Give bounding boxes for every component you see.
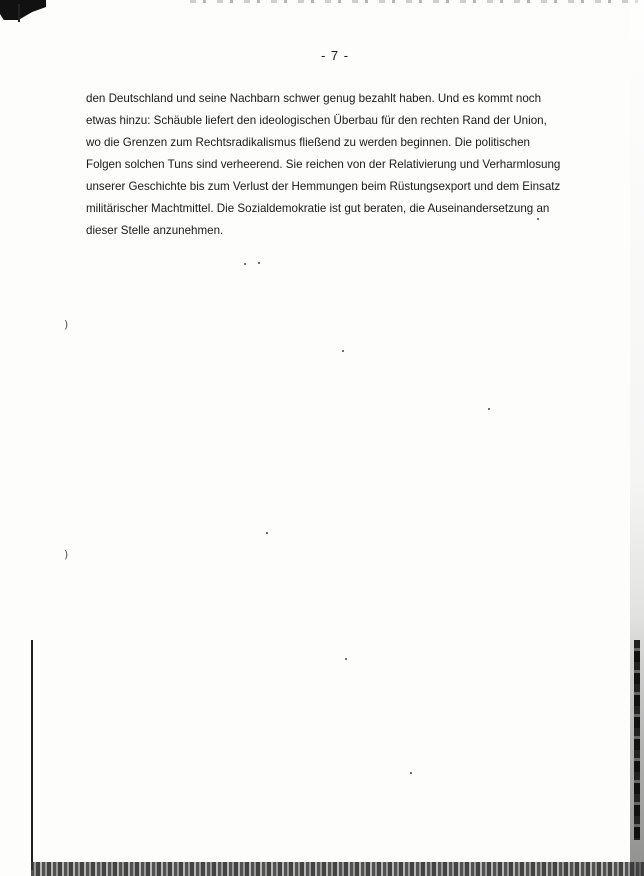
scan-speck [345, 658, 347, 660]
page-number: - 7 - [320, 48, 350, 63]
scan-speck [244, 263, 246, 265]
text-line: militärischer Machtmittel. Die Sozialdemokratie ist gut beraten, die Auseinandersetzung an [86, 202, 550, 215]
scan-speck [258, 262, 260, 264]
margin-mark-lower: ) [64, 548, 69, 561]
text-line: Folgen solchen Tuns sind verheerend. Sie reichen von der Relativierung und Verharmlosung [86, 158, 561, 171]
scan-corner-mark [0, 0, 46, 20]
text-line: dieser Stelle anzunehmen. [86, 224, 224, 237]
text-line: wo die Grenzen zum Rechtsradikalismus fließend zu werden beginnen. Die politischen [86, 136, 531, 149]
text-line: unserer Geschichte bis zum Verlust der Hemmungen beim Rüstungsexport und dem Einsatz [86, 180, 561, 193]
scan-speck [266, 532, 268, 534]
margin-mark-upper: ) [64, 318, 69, 331]
scan-right-mark [634, 640, 640, 840]
scan-speck [488, 408, 490, 410]
scan-speck [342, 350, 344, 352]
scan-top-noise [190, 0, 644, 3]
text-line: etwas hinzu: Schäuble liefert den ideologischen Überbau für den rechten Rand der Union, [86, 114, 547, 127]
scan-speck [410, 772, 412, 774]
text-line: den Deutschland und seine Nachbarn schwer genug bezahlt haben. Und es kommt noch [86, 92, 542, 105]
scan-left-edge-line [31, 640, 33, 870]
body-paragraph [86, 88, 606, 242]
scan-bottom-edge [31, 862, 644, 876]
scan-corner-tick [18, 4, 20, 22]
